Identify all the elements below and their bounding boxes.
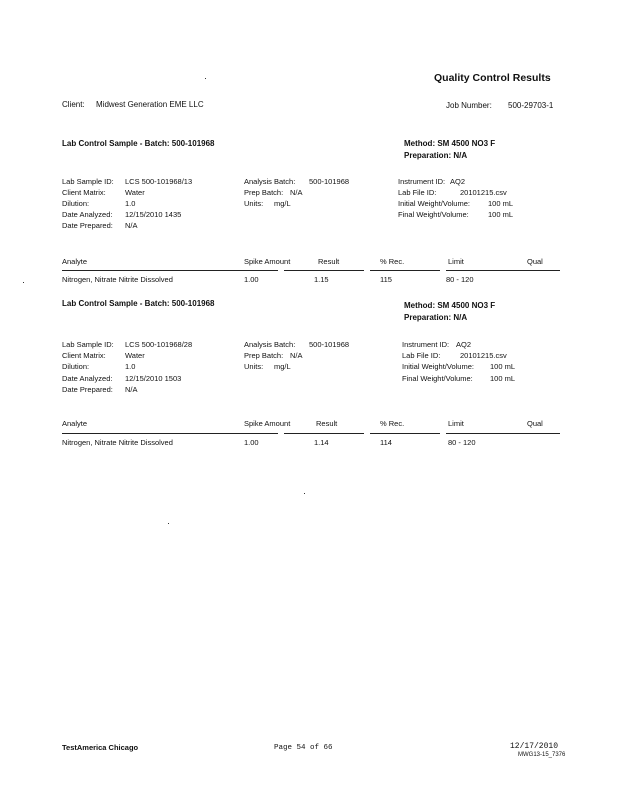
header-rule [370, 270, 440, 271]
field-label: Instrument ID: [402, 340, 450, 349]
client-label: Client: [62, 100, 85, 109]
analysis-batch: 500-101968 [309, 177, 350, 186]
col-analyte: Analyte [62, 257, 88, 266]
rec-value: 114 [380, 438, 392, 447]
field-label: Units: [244, 362, 264, 371]
header-rule [62, 433, 278, 434]
analysis-batch: 500-101968 [309, 340, 350, 349]
header-rule [62, 270, 278, 271]
prep-batch: N/A [290, 188, 303, 197]
field-label: Initial Weight/Volume: [398, 199, 470, 208]
lab-sample-id: LCS 500-101968/13 [125, 177, 193, 186]
lab-sample-id: LCS 500-101968/28 [125, 340, 193, 349]
field-label: Date Analyzed: [62, 374, 113, 383]
initial-volume: 100 mL [490, 362, 516, 371]
col-analyte: Analyte [62, 419, 88, 428]
col-limit: Limit [448, 257, 464, 266]
prep-batch: N/A [290, 351, 303, 360]
client-matrix: Water [125, 351, 145, 360]
scan-speck [205, 78, 206, 79]
client-matrix: Water [125, 188, 145, 197]
lab-file-id: 20101215.csv [460, 188, 507, 197]
spike-amount: 1.00 [244, 438, 259, 447]
instrument-id: AQ2 [456, 340, 472, 349]
date-analyzed: 12/15/2010 1503 [125, 374, 182, 383]
scan-speck [168, 523, 169, 524]
final-volume: 100 mL [488, 210, 514, 219]
section-heading: Lab Control Sample - Batch: 500-101968 [62, 139, 215, 148]
col-spike-amount: Spike Amount [244, 419, 291, 428]
footer-code: MWG13-15_7376 [518, 752, 566, 758]
job-number: 500-29703-1 [508, 101, 554, 110]
limit-value: 80 - 120 [446, 275, 474, 284]
field-label: Final Weight/Volume: [402, 374, 473, 383]
col-limit: Limit [448, 419, 464, 428]
report-title: Quality Control Results [434, 72, 551, 84]
initial-volume: 100 mL [488, 199, 514, 208]
section-heading: Lab Control Sample - Batch: 500-101968 [62, 299, 215, 308]
field-label: Analysis Batch: [244, 177, 296, 186]
header-rule [370, 433, 440, 434]
footer-page: Page 54 of 66 [274, 744, 333, 752]
header-rule [446, 270, 560, 271]
field-label: Lab Sample ID: [62, 340, 114, 349]
field-label: Prep Batch: [244, 188, 284, 197]
final-volume: 100 mL [490, 374, 516, 383]
date-prepared: N/A [125, 221, 138, 230]
field-label: Date Prepared: [62, 221, 113, 230]
field-label: Lab File ID: [402, 351, 441, 360]
preparation-label: Preparation: N/A [404, 151, 468, 160]
lab-file-id: 20101215.csv [460, 351, 507, 360]
date-analyzed: 12/15/2010 1435 [125, 210, 182, 219]
footer-company: TestAmerica Chicago [62, 743, 139, 752]
instrument-id: AQ2 [450, 177, 466, 186]
dilution: 1.0 [125, 199, 136, 208]
header-rule [446, 433, 560, 434]
limit-value: 80 - 120 [448, 438, 476, 447]
result-value: 1.15 [314, 275, 329, 284]
field-label: Client Matrix: [62, 351, 106, 360]
col-rec: % Rec. [380, 257, 405, 266]
analyte-name: Nitrogen, Nitrate Nitrite Dissolved [62, 438, 173, 447]
scan-speck [304, 493, 305, 494]
client-name: Midwest Generation EME LLC [96, 100, 204, 109]
col-result: Result [316, 419, 338, 428]
field-label: Analysis Batch: [244, 340, 296, 349]
field-label: Dilution: [62, 199, 90, 208]
spike-amount: 1.00 [244, 275, 259, 284]
col-rec: % Rec. [380, 419, 405, 428]
method-label: Method: SM 4500 NO3 F [404, 139, 496, 148]
field-label: Units: [244, 199, 264, 208]
dilution: 1.0 [125, 362, 136, 371]
col-qual: Qual [527, 419, 543, 428]
field-label: Date Prepared: [62, 385, 113, 394]
units: mg/L [274, 362, 291, 371]
field-label: Date Analyzed: [62, 210, 113, 219]
scan-speck [23, 282, 24, 283]
footer-date: 12/17/2010 [510, 742, 559, 751]
col-result: Result [318, 257, 340, 266]
method-label: Method: SM 4500 NO3 F [404, 301, 496, 310]
field-label: Instrument ID: [398, 177, 446, 186]
units: mg/L [274, 199, 291, 208]
field-label: Prep Batch: [244, 351, 284, 360]
col-qual: Qual [527, 257, 543, 266]
analyte-name: Nitrogen, Nitrate Nitrite Dissolved [62, 275, 173, 284]
date-prepared: N/A [125, 385, 138, 394]
preparation-label: Preparation: N/A [404, 313, 468, 322]
header-rule [284, 270, 364, 271]
col-spike-amount: Spike Amount [244, 257, 291, 266]
rec-value: 115 [380, 275, 392, 284]
field-label: Client Matrix: [62, 188, 106, 197]
field-label: Lab File ID: [398, 188, 437, 197]
header-rule [284, 433, 364, 434]
field-label: Initial Weight/Volume: [402, 362, 474, 371]
field-label: Final Weight/Volume: [398, 210, 469, 219]
job-number-label: Job Number: [446, 101, 492, 110]
field-label: Dilution: [62, 362, 90, 371]
field-label: Lab Sample ID: [62, 177, 114, 186]
result-value: 1.14 [314, 438, 329, 447]
